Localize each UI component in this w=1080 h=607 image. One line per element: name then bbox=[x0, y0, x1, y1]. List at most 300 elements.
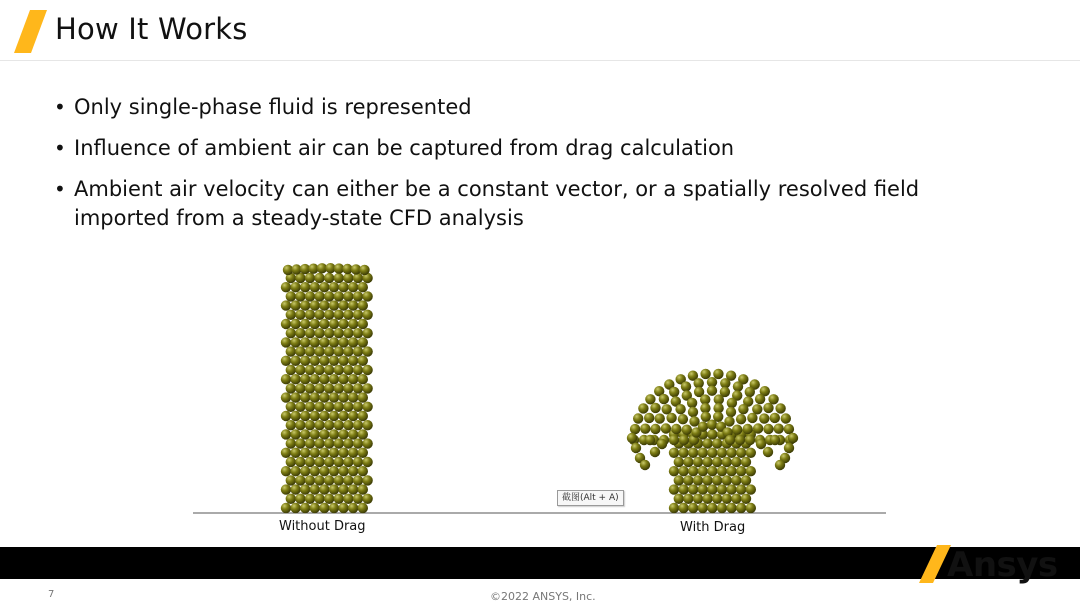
particle bbox=[683, 457, 693, 467]
particle bbox=[324, 438, 334, 448]
particle bbox=[726, 448, 736, 458]
particle bbox=[650, 447, 660, 457]
particle bbox=[319, 337, 329, 347]
particle bbox=[290, 392, 300, 402]
particle-mushroom-with-drag bbox=[627, 369, 798, 514]
particle bbox=[633, 413, 643, 423]
particle bbox=[290, 503, 300, 513]
particle bbox=[319, 411, 329, 421]
particle bbox=[353, 438, 363, 448]
particle bbox=[290, 319, 300, 329]
particle bbox=[353, 310, 363, 320]
particle bbox=[640, 460, 650, 470]
particle bbox=[741, 494, 751, 504]
particle bbox=[324, 273, 334, 283]
particle bbox=[343, 383, 353, 393]
particle bbox=[645, 435, 655, 445]
particle bbox=[290, 374, 300, 384]
particle bbox=[338, 448, 348, 458]
particle bbox=[755, 394, 765, 404]
particle bbox=[329, 503, 339, 513]
particle bbox=[756, 439, 766, 449]
particle bbox=[731, 494, 741, 504]
particle bbox=[688, 466, 698, 476]
particle bbox=[314, 402, 324, 412]
particle bbox=[788, 433, 798, 443]
particle bbox=[707, 448, 717, 458]
particle bbox=[329, 300, 339, 310]
particle bbox=[295, 365, 305, 375]
particle bbox=[281, 300, 291, 310]
particle bbox=[300, 503, 310, 513]
particle bbox=[738, 404, 748, 414]
particle bbox=[348, 356, 358, 366]
particle bbox=[353, 475, 363, 485]
particle bbox=[314, 346, 324, 356]
particle bbox=[353, 273, 363, 283]
particle bbox=[334, 420, 344, 430]
particle bbox=[702, 494, 712, 504]
particle bbox=[733, 381, 743, 391]
particle bbox=[300, 484, 310, 494]
particle bbox=[286, 310, 296, 320]
particle bbox=[358, 466, 368, 476]
particle bbox=[343, 291, 353, 301]
particle-column-without-drag bbox=[281, 263, 373, 513]
particle bbox=[348, 448, 358, 458]
particle bbox=[353, 365, 363, 375]
particle bbox=[717, 466, 727, 476]
particle bbox=[286, 328, 296, 338]
particle bbox=[358, 484, 368, 494]
particle bbox=[314, 365, 324, 375]
particle bbox=[329, 448, 339, 458]
particle bbox=[666, 413, 676, 423]
particle bbox=[741, 475, 751, 485]
particle bbox=[343, 475, 353, 485]
particle bbox=[722, 475, 732, 485]
particle bbox=[305, 383, 315, 393]
particle bbox=[707, 484, 717, 494]
particle bbox=[362, 457, 372, 467]
particle bbox=[281, 429, 291, 439]
particle bbox=[329, 484, 339, 494]
particle bbox=[281, 392, 291, 402]
particle bbox=[319, 484, 329, 494]
particle bbox=[753, 423, 763, 433]
particle bbox=[281, 484, 291, 494]
particle bbox=[334, 475, 344, 485]
particle bbox=[290, 356, 300, 366]
particle bbox=[353, 291, 363, 301]
particle bbox=[314, 291, 324, 301]
particle bbox=[300, 282, 310, 292]
particle bbox=[324, 291, 334, 301]
particle bbox=[358, 374, 368, 384]
particle bbox=[314, 273, 324, 283]
particle bbox=[310, 466, 320, 476]
particle bbox=[774, 424, 784, 434]
particle bbox=[314, 438, 324, 448]
particle bbox=[334, 273, 344, 283]
particle bbox=[353, 494, 363, 504]
particle bbox=[669, 387, 679, 397]
particle bbox=[319, 282, 329, 292]
particle bbox=[295, 420, 305, 430]
particle bbox=[640, 424, 650, 434]
particle bbox=[348, 392, 358, 402]
copyright: ©2022 ANSYS, Inc. bbox=[490, 590, 596, 603]
particle bbox=[743, 424, 753, 434]
particle bbox=[295, 310, 305, 320]
particle bbox=[343, 402, 353, 412]
particle bbox=[319, 392, 329, 402]
particle bbox=[770, 435, 780, 445]
particle bbox=[353, 383, 363, 393]
particle bbox=[338, 484, 348, 494]
particle bbox=[300, 429, 310, 439]
brand-logo: Ansys bbox=[947, 545, 1058, 585]
particle bbox=[362, 365, 372, 375]
particle bbox=[290, 484, 300, 494]
particle bbox=[358, 300, 368, 310]
particle bbox=[359, 265, 369, 275]
particle bbox=[319, 356, 329, 366]
particle bbox=[707, 503, 717, 513]
particle bbox=[314, 420, 324, 430]
particle bbox=[305, 438, 315, 448]
particle bbox=[305, 291, 315, 301]
particle bbox=[348, 337, 358, 347]
particle bbox=[707, 429, 717, 439]
particle bbox=[669, 503, 679, 513]
particle bbox=[745, 387, 755, 397]
particle bbox=[736, 448, 746, 458]
particle bbox=[348, 319, 358, 329]
particle bbox=[343, 365, 353, 375]
particle bbox=[295, 328, 305, 338]
particle bbox=[290, 466, 300, 476]
particle bbox=[319, 503, 329, 513]
particle bbox=[707, 466, 717, 476]
particle bbox=[343, 438, 353, 448]
particle bbox=[343, 420, 353, 430]
particle bbox=[343, 328, 353, 338]
particle bbox=[314, 475, 324, 485]
particle bbox=[334, 346, 344, 356]
particle bbox=[286, 291, 296, 301]
particle bbox=[688, 448, 698, 458]
particle bbox=[746, 466, 756, 476]
particle bbox=[358, 282, 368, 292]
particle bbox=[334, 383, 344, 393]
particle bbox=[343, 494, 353, 504]
particle bbox=[759, 413, 769, 423]
caption-with-drag: With Drag bbox=[680, 520, 746, 535]
particle bbox=[731, 457, 741, 467]
particle bbox=[725, 435, 735, 445]
particle bbox=[763, 447, 773, 457]
particle bbox=[353, 328, 363, 338]
particle bbox=[334, 328, 344, 338]
particle bbox=[334, 402, 344, 412]
particle bbox=[286, 494, 296, 504]
particle bbox=[348, 300, 358, 310]
particle bbox=[700, 369, 710, 379]
particle bbox=[314, 328, 324, 338]
particle bbox=[295, 383, 305, 393]
particle bbox=[324, 310, 334, 320]
particle bbox=[295, 346, 305, 356]
particle bbox=[644, 413, 654, 423]
particle bbox=[707, 386, 717, 396]
particle bbox=[305, 328, 315, 338]
particle bbox=[746, 448, 756, 458]
particle bbox=[338, 282, 348, 292]
particle bbox=[678, 414, 688, 424]
particle bbox=[726, 407, 736, 417]
particle bbox=[286, 402, 296, 412]
particle bbox=[362, 420, 372, 430]
particle bbox=[682, 425, 692, 435]
particle bbox=[726, 503, 736, 513]
particle bbox=[674, 475, 684, 485]
particle bbox=[659, 394, 669, 404]
particle bbox=[678, 448, 688, 458]
particle bbox=[329, 319, 339, 329]
particle bbox=[286, 346, 296, 356]
particle bbox=[310, 448, 320, 458]
particle bbox=[305, 475, 315, 485]
particle bbox=[324, 346, 334, 356]
particle bbox=[343, 346, 353, 356]
particle bbox=[702, 438, 712, 448]
particle bbox=[290, 448, 300, 458]
particle bbox=[290, 337, 300, 347]
particle bbox=[300, 392, 310, 402]
particle bbox=[319, 300, 329, 310]
particle bbox=[713, 369, 723, 379]
particle bbox=[348, 484, 358, 494]
particle bbox=[295, 457, 305, 467]
caption-without-drag: Without Drag bbox=[279, 519, 366, 534]
particle bbox=[775, 403, 785, 413]
particle bbox=[324, 457, 334, 467]
particle bbox=[338, 300, 348, 310]
particle bbox=[319, 429, 329, 439]
particle bbox=[358, 392, 368, 402]
particle bbox=[671, 424, 681, 434]
particle bbox=[712, 438, 722, 448]
particle-figure bbox=[0, 250, 1080, 545]
particle bbox=[727, 398, 737, 408]
particle bbox=[736, 414, 746, 424]
particle bbox=[353, 457, 363, 467]
particle bbox=[319, 319, 329, 329]
slash-accent-icon bbox=[14, 10, 48, 54]
particle bbox=[310, 411, 320, 421]
particle bbox=[324, 328, 334, 338]
particle bbox=[358, 411, 368, 421]
particle bbox=[329, 374, 339, 384]
particle bbox=[353, 420, 363, 430]
particle bbox=[362, 291, 372, 301]
particle bbox=[329, 356, 339, 366]
particle bbox=[324, 402, 334, 412]
particle bbox=[702, 475, 712, 485]
particle bbox=[305, 346, 315, 356]
particle bbox=[688, 407, 698, 417]
particle bbox=[698, 422, 708, 432]
particle bbox=[310, 374, 320, 384]
particle bbox=[698, 503, 708, 513]
particle bbox=[735, 435, 745, 445]
particle bbox=[669, 448, 679, 458]
particle bbox=[674, 457, 684, 467]
particle bbox=[329, 466, 339, 476]
particle bbox=[687, 398, 697, 408]
particle bbox=[747, 413, 757, 423]
particle bbox=[362, 494, 372, 504]
particle bbox=[338, 356, 348, 366]
particle bbox=[722, 457, 732, 467]
particle bbox=[305, 420, 315, 430]
particle bbox=[334, 310, 344, 320]
particle bbox=[305, 494, 315, 504]
particle bbox=[300, 356, 310, 366]
particle bbox=[698, 484, 708, 494]
particle bbox=[674, 494, 684, 504]
particle bbox=[310, 319, 320, 329]
particle bbox=[305, 402, 315, 412]
particle bbox=[650, 403, 660, 413]
particle bbox=[736, 484, 746, 494]
particle bbox=[314, 494, 324, 504]
particle bbox=[314, 457, 324, 467]
particle bbox=[770, 413, 780, 423]
particle bbox=[353, 402, 363, 412]
particle bbox=[712, 457, 722, 467]
particle bbox=[305, 310, 315, 320]
particle bbox=[681, 381, 691, 391]
particle bbox=[329, 411, 339, 421]
particle bbox=[358, 448, 368, 458]
particle bbox=[784, 443, 794, 453]
particle bbox=[731, 475, 741, 485]
particle bbox=[683, 494, 693, 504]
particle bbox=[281, 448, 291, 458]
particle bbox=[281, 356, 291, 366]
particle bbox=[348, 466, 358, 476]
particle bbox=[362, 438, 372, 448]
particle bbox=[358, 319, 368, 329]
particle bbox=[693, 475, 703, 485]
particle bbox=[669, 484, 679, 494]
particle bbox=[717, 484, 727, 494]
particle bbox=[745, 435, 755, 445]
particle bbox=[717, 503, 727, 513]
particle bbox=[338, 411, 348, 421]
particle bbox=[781, 413, 791, 423]
particle bbox=[319, 466, 329, 476]
particle bbox=[655, 413, 665, 423]
particle bbox=[300, 374, 310, 384]
particle bbox=[741, 457, 751, 467]
particle bbox=[678, 466, 688, 476]
particle bbox=[300, 300, 310, 310]
particle bbox=[348, 374, 358, 384]
particle bbox=[678, 503, 688, 513]
particle bbox=[286, 365, 296, 375]
particle bbox=[348, 411, 358, 421]
particle bbox=[717, 448, 727, 458]
particle bbox=[281, 337, 291, 347]
particle bbox=[693, 457, 703, 467]
particle bbox=[290, 411, 300, 421]
particle bbox=[305, 365, 315, 375]
particle bbox=[329, 392, 339, 402]
particle bbox=[736, 466, 746, 476]
particle bbox=[678, 484, 688, 494]
particle bbox=[362, 402, 372, 412]
particle bbox=[631, 443, 641, 453]
page-number: 7 bbox=[48, 589, 55, 600]
particle bbox=[310, 337, 320, 347]
particle bbox=[305, 457, 315, 467]
particle bbox=[310, 356, 320, 366]
particle bbox=[746, 484, 756, 494]
particle bbox=[286, 383, 296, 393]
particle bbox=[324, 365, 334, 375]
particle bbox=[362, 328, 372, 338]
particle bbox=[726, 466, 736, 476]
bullet-item: • Only single-phase fluid is represented bbox=[52, 93, 1012, 122]
particle bbox=[732, 425, 742, 435]
particle bbox=[343, 273, 353, 283]
particle bbox=[281, 319, 291, 329]
particle bbox=[295, 494, 305, 504]
particle bbox=[650, 424, 660, 434]
particle bbox=[362, 383, 372, 393]
particle bbox=[343, 310, 353, 320]
particle bbox=[334, 494, 344, 504]
particle bbox=[693, 494, 703, 504]
particle bbox=[281, 411, 291, 421]
particle bbox=[300, 411, 310, 421]
particle bbox=[300, 319, 310, 329]
particle bbox=[669, 435, 679, 445]
particle bbox=[353, 346, 363, 356]
particle bbox=[334, 365, 344, 375]
particle bbox=[736, 503, 746, 513]
particle bbox=[281, 466, 291, 476]
particle bbox=[348, 429, 358, 439]
particle bbox=[683, 475, 693, 485]
particle bbox=[362, 310, 372, 320]
particle bbox=[310, 300, 320, 310]
particle bbox=[329, 282, 339, 292]
slide-title: How It Works bbox=[55, 12, 248, 46]
particle bbox=[281, 282, 291, 292]
particle bbox=[300, 448, 310, 458]
particle bbox=[281, 374, 291, 384]
particle bbox=[746, 503, 756, 513]
particle bbox=[314, 310, 324, 320]
particle bbox=[319, 448, 329, 458]
particle bbox=[334, 291, 344, 301]
particle bbox=[310, 282, 320, 292]
particle bbox=[295, 475, 305, 485]
